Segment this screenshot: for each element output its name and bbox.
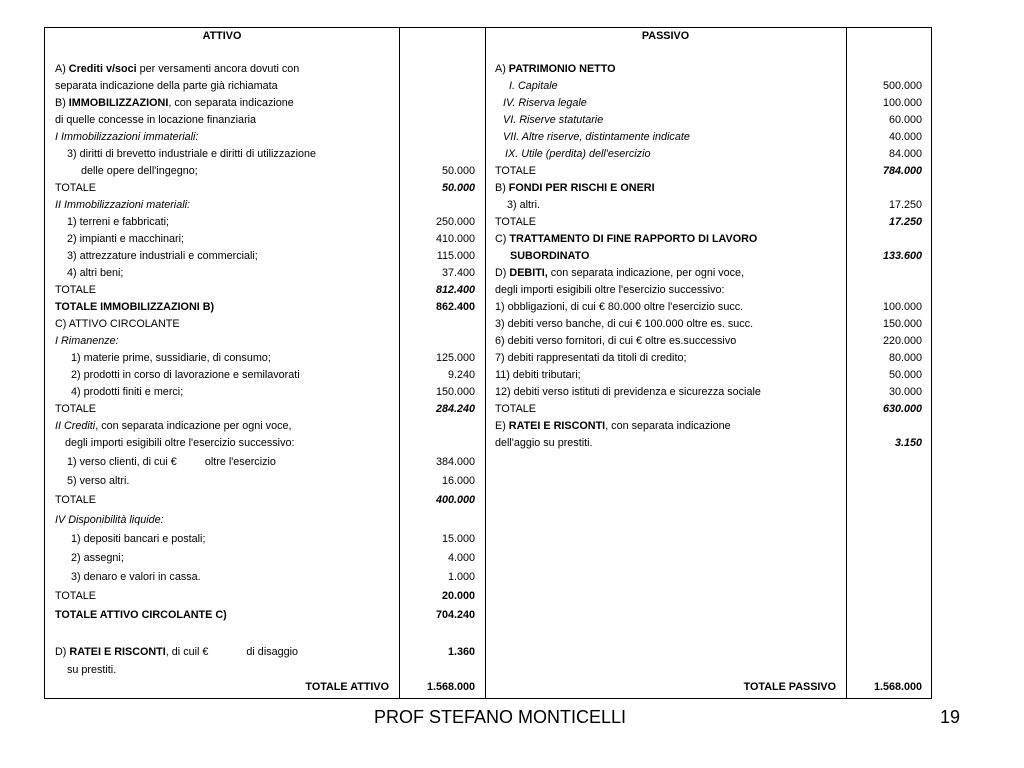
passivo-d-debiti: D) DEBITI, con separata indicazione, per ogni voce, bbox=[495, 267, 745, 279]
attivo-crediti-line2: degli importi esigibili oltre l'esercizio successivo: bbox=[65, 437, 295, 449]
attivo-depositi-value: 15.000 bbox=[441, 533, 475, 545]
balance-sheet-table bbox=[44, 27, 932, 699]
attivo-prodotti-finiti: 4) prodotti finiti e merci; bbox=[71, 386, 184, 398]
attivo-altri-beni-value: 37.400 bbox=[441, 267, 475, 279]
attivo-totale-disponibilita: 20.000 bbox=[441, 590, 475, 602]
attivo-totale-immobilizzazioni-label: TOTALE IMMOBILIZZAZIONI B) bbox=[55, 301, 215, 313]
attivo-totale-immobilizzazioni-value: 862.400 bbox=[435, 301, 475, 313]
attivo-a-crediti-soci: A) Crediti v/soci per versamenti ancora dovuti con bbox=[55, 63, 300, 75]
passivo-altre-riserve-value: 40.000 bbox=[888, 131, 922, 143]
passivo-debiti-banche-value: 150.000 bbox=[882, 318, 922, 330]
attivo-d-line2: su prestiti. bbox=[67, 664, 117, 676]
passivo-obbligazioni: 1) obbligazioni, di cui € 80.000 oltre l'esercizio succ. bbox=[495, 301, 744, 313]
passivo-riserve-statutarie: VI. Riserve statutarie bbox=[503, 114, 604, 126]
attivo-denaro-value: 1.000 bbox=[447, 571, 475, 583]
passivo-totale-fondi: 17.250 bbox=[888, 216, 922, 228]
attivo-materie-prime: 1) materie prime, sussidiarie, di consumo; bbox=[71, 352, 271, 364]
attivo-b-immobilizzazioni: B) IMMOBILIZZAZIONI, con separata indicazione bbox=[55, 97, 294, 109]
attivo-attrezzature: 3) attrezzature industriali e commerciali; bbox=[67, 250, 258, 262]
passivo-debiti-tributari: 11) debiti tributari; bbox=[495, 369, 581, 381]
attivo-totale-circolante-value: 704.240 bbox=[435, 609, 475, 621]
passivo-totale-patrimonio: 784.000 bbox=[882, 165, 922, 177]
passivo-capitale: I. Capitale bbox=[509, 80, 558, 92]
passivo-debiti-titoli: 7) debiti rappresentati da titoli di credito; bbox=[495, 352, 687, 364]
attivo-totale-circolante-label: TOTALE ATTIVO CIRCOLANTE C) bbox=[55, 609, 227, 621]
passivo-riserve-statutarie-value: 60.000 bbox=[888, 114, 922, 126]
attivo-assegni: 2) assegni; bbox=[71, 552, 124, 564]
attivo-assegni-value: 4.000 bbox=[447, 552, 475, 564]
passivo-utile: IX. Utile (perdita) dell'esercizio bbox=[505, 148, 651, 160]
attivo-terreni: 1) terreni e fabbricati; bbox=[67, 216, 170, 228]
passivo-riserva-legale: IV. Riserva legale bbox=[503, 97, 587, 109]
attivo-impianti: 2) impianti e macchinari; bbox=[67, 233, 185, 245]
attivo-depositi: 1) depositi bancari e postali; bbox=[71, 533, 206, 545]
attivo-materiali-heading: II Immobilizzazioni materiali: bbox=[55, 199, 190, 211]
totale-attivo-label: TOTALE ATTIVO bbox=[305, 681, 389, 693]
attivo-d-ratei-value: 1.360 bbox=[447, 646, 475, 658]
attivo-totale-rimanenze: 284.240 bbox=[435, 403, 475, 415]
attivo-totale-materiali: 812.400 bbox=[435, 284, 475, 296]
attivo-crediti-clienti: 1) verso clienti, di cui € oltre l'esercizio bbox=[67, 456, 276, 468]
attivo-brevetto-line1: 3) diritti di brevetto industriale e diritti di utilizzazione bbox=[67, 148, 317, 160]
attivo-prodotti-corso: 2) prodotti in corso di lavorazione e semilavorati bbox=[71, 369, 300, 381]
passivo-header: PASSIVO bbox=[641, 30, 690, 42]
passivo-fondi-altri-value: 17.250 bbox=[888, 199, 922, 211]
passivo-utile-value: 84.000 bbox=[888, 148, 922, 160]
passivo-d-line2: degli importi esigibili oltre l'esercizio successivo: bbox=[495, 284, 725, 296]
attivo-prodotti-corso-value: 9.240 bbox=[447, 369, 475, 381]
passivo-obbligazioni-value: 100.000 bbox=[882, 301, 922, 313]
passivo-debiti-titoli-value: 80.000 bbox=[888, 352, 922, 364]
attivo-totale-label: TOTALE bbox=[55, 284, 96, 296]
passivo-e-line2: dell'aggio su prestiti. bbox=[495, 437, 593, 449]
passivo-debiti-banche: 3) debiti verso banche, di cui € 100.000 oltre es. succ. bbox=[495, 318, 754, 330]
passivo-a-patrimonio: A) PATRIMONIO NETTO bbox=[495, 63, 616, 75]
attivo-altri-beni: 4) altri beni; bbox=[67, 267, 124, 279]
attivo-totale-immateriali: 50.000 bbox=[441, 182, 475, 194]
attivo-immateriali-heading: I Immobilizzazioni immateriali: bbox=[55, 131, 199, 143]
passivo-riserva-legale-value: 100.000 bbox=[882, 97, 922, 109]
attivo-totale-label: TOTALE bbox=[55, 182, 96, 194]
passivo-debiti-fornitori-value: 220.000 bbox=[882, 335, 922, 347]
passivo-capitale-value: 500.000 bbox=[882, 80, 922, 92]
passivo-tfr-value: 133.600 bbox=[882, 250, 922, 262]
attivo-brevetto-value: 50.000 bbox=[441, 165, 475, 177]
attivo-c-circolante: C) ATTIVO CIRCOLANTE bbox=[55, 318, 180, 330]
attivo-attrezzature-value: 115.000 bbox=[436, 250, 475, 262]
totale-passivo-label: TOTALE PASSIVO bbox=[743, 681, 836, 693]
attivo-disponibilita-heading: IV Disponibilità liquide: bbox=[55, 514, 164, 526]
passivo-ratei-value: 3.150 bbox=[894, 437, 922, 449]
attivo-totale-label: TOTALE bbox=[55, 494, 96, 506]
footer-author: PROF STEFANO MONTICELLI bbox=[374, 707, 627, 727]
passivo-totale-label: TOTALE bbox=[495, 403, 536, 415]
page-number: 19 bbox=[940, 707, 961, 727]
passivo-e-ratei: E) RATEI E RISCONTI, con separata indicazione bbox=[495, 420, 731, 432]
attivo-crediti-altri: 5) verso altri. bbox=[67, 475, 130, 487]
attivo-impianti-value: 410.000 bbox=[435, 233, 475, 245]
column-divider bbox=[485, 28, 486, 698]
attivo-materie-prime-value: 125.000 bbox=[435, 352, 475, 364]
passivo-debiti-tributari-value: 50.000 bbox=[888, 369, 922, 381]
passivo-totale-label: TOTALE bbox=[495, 216, 536, 228]
attivo-crediti-heading: II Crediti, con separata indicazione per ogni voce, bbox=[55, 420, 292, 432]
attivo-totale-label: TOTALE bbox=[55, 590, 96, 602]
attivo-b-line2: di quelle concesse in locazione finanziaria bbox=[55, 114, 257, 126]
attivo-crediti-altri-value: 16.000 bbox=[441, 475, 475, 487]
attivo-prodotti-finiti-value: 150.000 bbox=[435, 386, 475, 398]
attivo-crediti-clienti-value: 384.000 bbox=[435, 456, 475, 468]
passivo-totale-debiti: 630.000 bbox=[882, 403, 922, 415]
attivo-rimanenze-heading: I Rimanenze: bbox=[55, 335, 119, 347]
passivo-debiti-previdenza: 12) debiti verso istituti di previdenza e sicurezza sociale bbox=[495, 386, 761, 398]
passivo-totale-label: TOTALE bbox=[495, 165, 536, 177]
totale-passivo-value: 1.568.000 bbox=[873, 681, 922, 693]
attivo-denaro: 3) denaro e valori in cassa. bbox=[71, 571, 201, 583]
attivo-totale-label: TOTALE bbox=[55, 403, 96, 415]
passivo-b-fondi: B) FONDI PER RISCHI E ONERI bbox=[495, 182, 655, 194]
attivo-brevetto-line2: delle opere dell'ingegno; bbox=[81, 165, 198, 177]
attivo-totale-crediti: 400.000 bbox=[435, 494, 475, 506]
passivo-fondi-altri: 3) altri. bbox=[507, 199, 540, 211]
passivo-debiti-fornitori: 6) debiti verso fornitori, di cui € oltre es.successivo bbox=[495, 335, 737, 347]
totale-attivo-value: 1.568.000 bbox=[426, 681, 475, 693]
attivo-terreni-value: 250.000 bbox=[435, 216, 475, 228]
passivo-altre-riserve: VII. Altre riserve, distintamente indicate bbox=[503, 131, 690, 143]
attivo-d-ratei: D) RATEI E RISCONTI, di cuil € di disaggio bbox=[55, 646, 299, 658]
attivo-header: ATTIVO bbox=[202, 30, 242, 42]
attivo-a-line2: separata indicazione della parte già richiamata bbox=[55, 80, 278, 92]
passivo-c-tfr: C) TRATTAMENTO DI FINE RAPPORTO DI LAVORO bbox=[495, 233, 758, 245]
passivo-c-tfr-line2: SUBORDINATO bbox=[510, 250, 590, 262]
passivo-debiti-previdenza-value: 30.000 bbox=[888, 386, 922, 398]
